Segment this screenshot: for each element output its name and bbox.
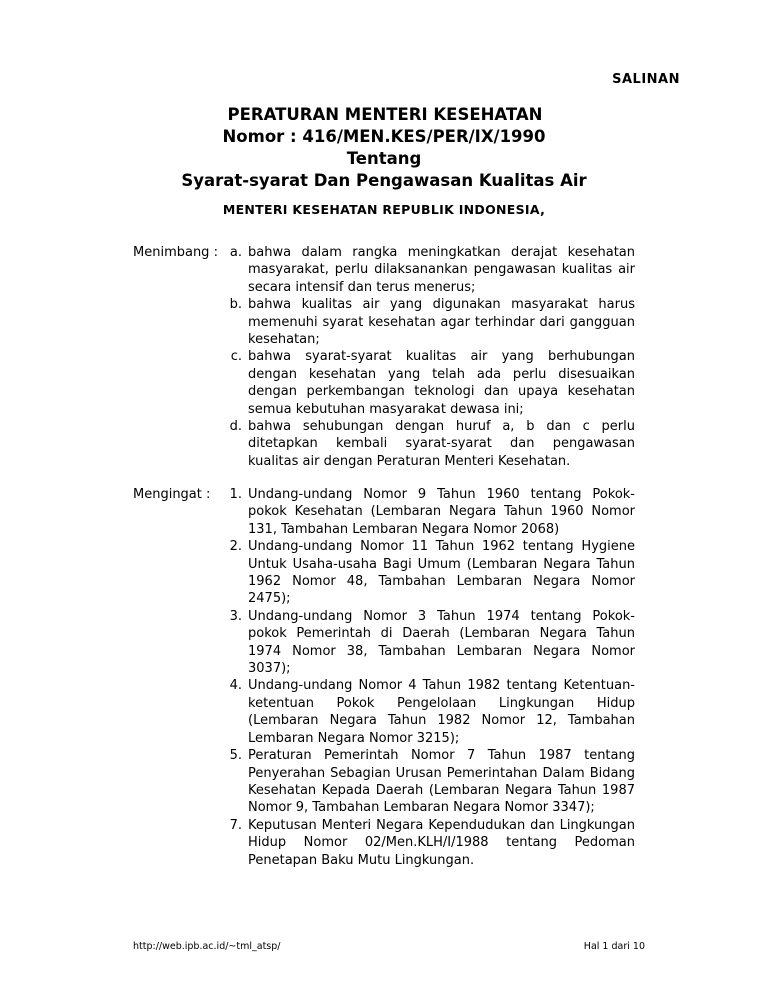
list-item-line: 131, Tambahan Lembaran Negara Nomor 2068) bbox=[248, 521, 560, 537]
footer-page-number: Hal 1 dari 10 bbox=[583, 941, 645, 952]
list-item-line: kualitas air dengan Peraturan Menteri Kesehatan. bbox=[248, 453, 571, 469]
list-item bbox=[226, 418, 635, 470]
list-item-line: Kesehatan Kepada Daerah (Lembaran Negara Tahun 1987 bbox=[248, 782, 635, 798]
list-item-line: 1962 Nomor 48, Tambahan Lembaran Negara Nomor bbox=[248, 574, 635, 590]
salinan-label: SALINAN bbox=[612, 72, 680, 87]
list-item bbox=[226, 486, 635, 538]
list-item-line: Undang-undang Nomor 9 Tahun 1960 tentang Pokok- bbox=[248, 487, 635, 502]
list-item-marker: 1. bbox=[229, 487, 242, 502]
list-item-line: secara intensif dan terus menerus; bbox=[248, 279, 476, 295]
list-item-line: bahwa dalam rangka meningkatkan derajat kesehatan bbox=[248, 245, 635, 260]
list-item-line: 1974 Nomor 38, Tambahan Lembaran Negara Nomor bbox=[248, 643, 635, 659]
list-item-line: Penetapan Baku Mutu Lingkungan. bbox=[248, 852, 475, 868]
list-item-line: Keputusan Menteri Negara Kependudukan dan Lingkungan bbox=[248, 817, 635, 833]
document-title bbox=[0, 104, 768, 192]
title-line-2: Nomor : 416/MEN.KES/PER/IX/1990 bbox=[222, 127, 546, 146]
list-item-line: semua kebutuhan masyarakat dewasa ini; bbox=[248, 401, 524, 417]
list-item-line: dengan kesehatan yang telah ada perlu disesuaikan bbox=[248, 366, 635, 382]
list-item bbox=[226, 747, 635, 817]
list-item bbox=[226, 817, 635, 869]
mengingat-list bbox=[226, 486, 635, 869]
list-item-marker: b. bbox=[229, 297, 242, 313]
list-item-line: pokok Kesehatan (Lembaran Negara Tahun 1960 Nomor bbox=[248, 504, 635, 520]
list-item bbox=[226, 348, 635, 418]
list-item-line: Hidup Nomor 02/Men.KLH/I/1988 tentang Pedoman bbox=[248, 835, 635, 851]
list-item bbox=[226, 677, 635, 747]
list-item bbox=[226, 244, 635, 296]
list-item-marker: 4. bbox=[229, 678, 242, 694]
list-item-line: Untuk Usaha-usaha Bagi Umum (Lembaran Negara Tahun bbox=[248, 556, 635, 572]
list-item-marker: 2. bbox=[229, 539, 242, 555]
list-item-line: Penyerahan Sebagian Urusan Pemerintahan Dalam Bidang bbox=[248, 765, 635, 781]
list-item-line: bahwa kualitas air yang digunakan masyarakat harus bbox=[248, 297, 635, 313]
list-item-line: Peraturan Pemerintah Nomor 7 Tahun 1987 tentang bbox=[248, 748, 635, 764]
list-item-line: Undang-undang Nomor 4 Tahun 1982 tentang Ketentuan- bbox=[248, 678, 635, 694]
list-item-marker: 5. bbox=[229, 748, 242, 764]
list-item-line: Undang-undang Nomor 3 Tahun 1974 tentang Pokok- bbox=[248, 608, 635, 624]
list-item-marker: 7. bbox=[229, 817, 242, 833]
list-item bbox=[226, 296, 635, 348]
list-item-marker: a. bbox=[229, 245, 242, 260]
issuer-heading: MENTERI KESEHATAN REPUBLIK INDONESIA, bbox=[222, 202, 546, 217]
list-item-line: kesehatan; bbox=[248, 332, 320, 348]
list-item-marker: d. bbox=[229, 419, 242, 435]
list-item-line: 2475); bbox=[248, 591, 291, 607]
list-item-line: Undang-undang Nomor 11 Tahun 1962 tentang Hygiene bbox=[248, 539, 635, 555]
list-item-line: Lembaran Negara Nomor 3215); bbox=[248, 730, 460, 746]
mengingat-label: Mengingat : bbox=[133, 487, 211, 502]
list-item-marker: c. bbox=[230, 349, 242, 365]
menimbang-list bbox=[226, 244, 635, 470]
list-item-line: dengan perkembangan teknologi dan upaya kesehatan bbox=[248, 384, 635, 400]
list-item-line: bahwa sehubungan dengan huruf a, b dan c perlu bbox=[248, 419, 635, 435]
list-item-line: masyarakat, perlu dilaksanankan pengawasan kualitas air bbox=[248, 262, 635, 278]
list-item-line: bahwa syarat-syarat kualitas air yang berhubungan bbox=[248, 349, 635, 365]
list-item-line: pokok Pemerintah di Daerah (Lembaran Negara Tahun bbox=[248, 626, 635, 642]
title-line-1: PERATURAN MENTERI KESEHATAN bbox=[227, 105, 543, 124]
list-item-line: ketentuan Pokok Pengelolaan Lingkungan Hidup bbox=[248, 695, 635, 711]
list-item-line: 3037); bbox=[248, 661, 291, 677]
list-item bbox=[226, 608, 635, 678]
title-line-3: Tentang bbox=[346, 149, 422, 168]
menimbang-label: Menimbang : bbox=[133, 245, 218, 260]
title-line-4: Syarat-syarat Dan Pengawasan Kualitas Air bbox=[181, 171, 587, 190]
list-item-line: ditetapkan kembali syarat-syarat dan pengawasan bbox=[248, 436, 635, 452]
list-item-line: (Lembaran Negara Tahun 1982 Nomor 12, Tambahan bbox=[248, 713, 635, 729]
footer-url: http://web.ipb.ac.id/~tml_atsp/ bbox=[133, 941, 281, 952]
list-item-line: Nomor 9, Tambahan Lembaran Negara Nomor 3347); bbox=[248, 800, 595, 816]
list-item-marker: 3. bbox=[229, 608, 242, 624]
list-item bbox=[226, 538, 635, 608]
list-item-line: memenuhi syarat kesehatan agar terhindar dari gangguan bbox=[248, 314, 635, 330]
